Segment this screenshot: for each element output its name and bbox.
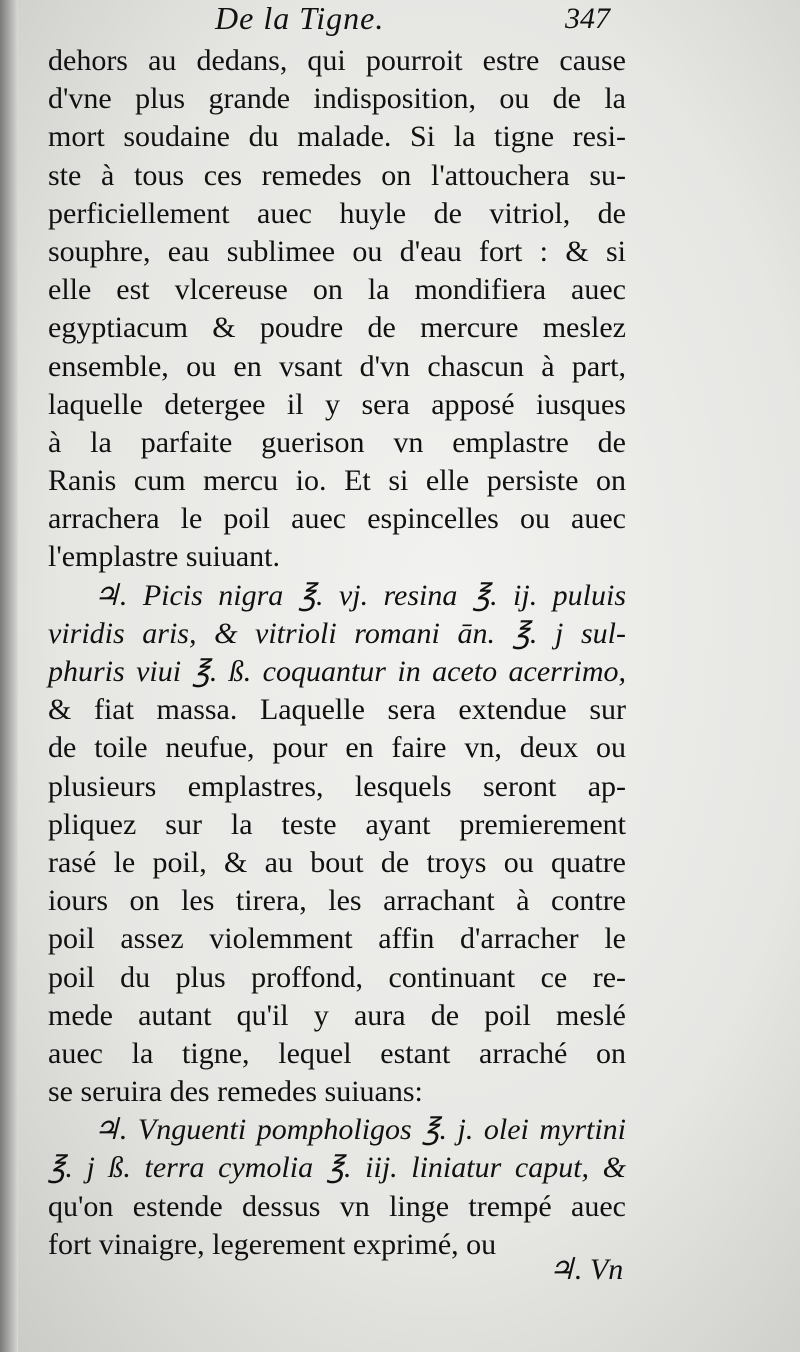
recipe-line: ♃. Picis nigra ℥. vj. resina ℥. ij. puluis [93,578,626,612]
body-text [48,42,626,1264]
text-line: laquelle detergee il y sera apposé iusques [48,387,626,421]
recipe-line: viridis aris, & vitrioli romani ān. ℥. j sul- [48,616,626,650]
page-header [0,0,800,40]
text-line: à la parfaite guerison vn emplastre de [48,425,626,459]
text-line: ensemble, ou en vsant d'vn chascun à part, [48,349,626,383]
text-line: arrachera le poil auec espincelles ou auec [48,502,626,536]
text-line: poil assez violemment affin d'arracher le [48,922,626,956]
catchword: ♃. Vn [548,1253,624,1286]
recipe-line: phuris viui ℥. ß. coquantur in aceto acerrimo, [48,655,626,688]
recipe-line: ♃. Vnguenti pompholigos ℥. j. olei myrtini [93,1113,626,1147]
text-line: fort vinaigre, legerement exprimé, ou [48,1227,497,1261]
running-title: De la Tigne. [215,0,385,36]
text-line: egyptiacum & poudre de mercure meslez [48,311,626,345]
page-number: 347 [565,2,610,35]
text-line: elle est vlcereuse on la mondifiera auec [48,273,626,307]
text-line: qu'on estende dessus vn linge trempé auec [48,1189,626,1223]
text-line: mort soudaine du malade. Si la tigne resi- [48,120,626,154]
text-line: rasé le poil, & au bout de troys ou quatre [48,845,626,879]
text-line: poil du plus proffond, continuant ce re- [48,960,626,994]
text-line: & fiat massa. Laquelle sera extendue sur [48,693,626,727]
text-line: d'vne plus grande indisposition, ou de la [48,82,626,116]
text-line: perficiellement auec huyle de vitriol, de [48,196,626,230]
text-line: pliquez sur la teste ayant premierement [48,807,626,841]
text-line: souphre, eau sublimee ou d'eau fort : & si [48,234,626,268]
text-line: plusieurs emplastres, lesquels seront ap- [48,769,626,803]
text-line: ste à tous ces remedes on l'attouchera su- [48,158,626,192]
text-line: mede autant qu'il y aura de poil meslé [48,998,626,1032]
text-line: iours on les tirera, les arrachant à contre [48,884,626,918]
text-line: de toile neufue, pour en faire vn, deux ou [48,731,626,765]
text-line: se seruira des remedes suiuans: [48,1075,423,1109]
text-line: auec la tigne, lequel estant arraché on [48,1036,626,1070]
text-line: dehors au dedans, qui pourroit estre cause [48,44,626,77]
text-line: Ranis cum mercu io. Et si elle persiste on [48,464,626,498]
recipe-line: ℥. j ß. terra cymolia ℥. iij. liniatur caput, & [48,1151,626,1185]
text-line: l'emplastre suiuant. [48,540,281,574]
page-gutter-shadow [0,0,18,1352]
